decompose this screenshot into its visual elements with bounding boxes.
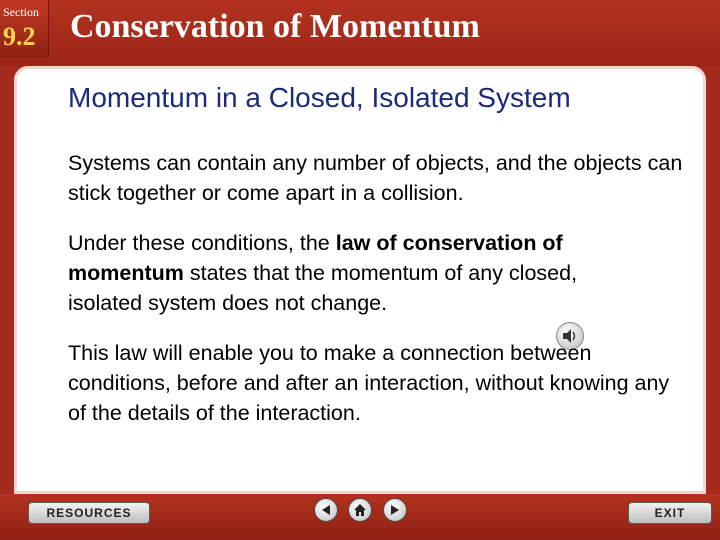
paragraph-connection: This law will enable you to make a connection between conditions, before and after an interaction, without knowing any of the details of the interaction. [68, 341, 670, 425]
section-box [0, 0, 49, 58]
paragraph-systems: Systems can contain any number of objects, and the objects can stick together or come apart in a collision. [68, 151, 683, 205]
section-label: Section [3, 5, 39, 19]
paragraph-law-intro: Under these conditions, the [68, 231, 336, 255]
law-term: law of conservation of momentum [68, 231, 563, 285]
page-title: Conservation of Momentum [70, 8, 480, 45]
paragraph-law [68, 228, 648, 318]
home-icon[interactable] [348, 498, 372, 522]
slide-subtitle: Momentum in a Closed, Isolated System [68, 82, 571, 113]
exit-button[interactable]: EXIT [628, 502, 712, 524]
arrow-left-icon[interactable] [314, 498, 338, 522]
paragraph-law-rest: states that the momentum of any closed, isolated system does not change. [68, 261, 578, 315]
resources-button[interactable]: RESOURCES [28, 502, 150, 524]
section-number: 9.2 [3, 22, 36, 51]
arrow-right-icon[interactable] [383, 498, 407, 522]
